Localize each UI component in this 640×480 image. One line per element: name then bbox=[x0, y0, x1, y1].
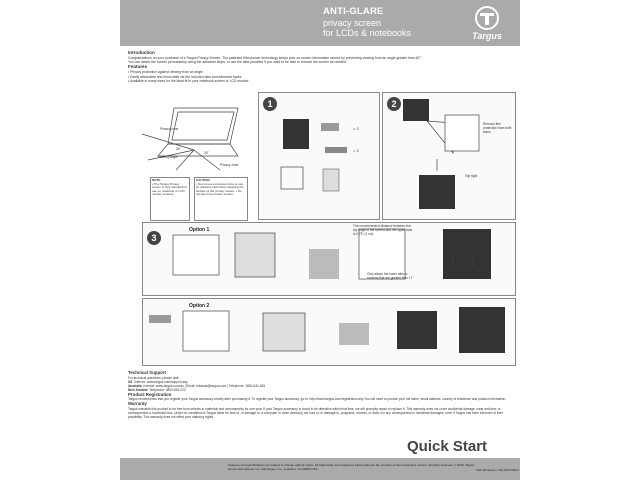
note-title: NOTE bbox=[152, 178, 161, 182]
intro-heading: Introduction bbox=[128, 50, 155, 55]
angle-label: 30° bbox=[176, 147, 181, 151]
title-line-2: privacy screen bbox=[323, 18, 382, 28]
support-info: Internet: www.targus.com/au | Email: infoaust@targus.com | Telephone: 1800-641-645 bbox=[143, 383, 266, 388]
targus-emblem-icon bbox=[460, 4, 514, 32]
footer-band bbox=[120, 458, 520, 480]
step-2-number: 2 bbox=[387, 97, 401, 111]
manual-sheet bbox=[120, 0, 520, 480]
title-line-1: ANTI-GLARE bbox=[323, 6, 384, 17]
support-region: US bbox=[128, 379, 133, 384]
note-box bbox=[150, 177, 190, 221]
registration-heading: Product Registration bbox=[128, 391, 172, 397]
step-3-option-1-panel bbox=[142, 222, 516, 296]
support-region: Australia bbox=[128, 383, 142, 388]
brand-name: Targus bbox=[472, 31, 502, 41]
viewing-angle-label: Viewing angle bbox=[158, 155, 178, 159]
feature-item: • Privacy protection against viewing from an angle bbox=[128, 70, 203, 75]
warranty-heading: Warranty bbox=[128, 401, 147, 406]
caution-text: • Do not use excessive force or use an abrasive cloth when cleaning the surface of the privacy screen. • Do not bend the privacy screen. bbox=[196, 181, 244, 197]
step-2-peel-illustration bbox=[383, 93, 515, 219]
quantity-label: × 2 bbox=[353, 126, 359, 131]
feature-item: • Available in many sizes for the ideal fit to your notebook screen or LCD monitor bbox=[128, 78, 249, 83]
quantity-label: × 2 bbox=[353, 148, 359, 153]
intro-body: Congratulations on your purchase of a Targus Privacy Screen. The patented Microlouver technology keeps your on-screen information secure by preventing viewing from an angle greater than 60°. You can attach the screen permanently using the adhesive strips, or use the tabs provided if you want to be able to remove the screen as needed. bbox=[128, 56, 422, 65]
support-intro: For technical questions, please visit: bbox=[128, 375, 180, 380]
quick-start-title: Quick Start bbox=[407, 438, 488, 455]
document-code: ASF-20 Series / 410-1870-001C bbox=[476, 468, 519, 472]
option-2-label: Option 2 bbox=[189, 303, 210, 309]
support-heading: Technical Support bbox=[128, 370, 166, 375]
option-1-label: Option 1 bbox=[189, 227, 210, 233]
note-text: • The Targus Privacy screen is only intended for use on notebook or LCD monitor screens bbox=[152, 181, 188, 197]
lower-tabs-note: Only attach the lower tabs to screens that are greater than 17" bbox=[367, 272, 414, 280]
caution-box bbox=[194, 177, 248, 221]
step-3-number: 3 bbox=[147, 231, 161, 245]
laptop-viewing-angle-diagram bbox=[134, 104, 244, 172]
targus-logo bbox=[460, 4, 514, 44]
privacy-zone-label: Privacy zone bbox=[160, 127, 179, 131]
distance-note: The recommended distance between the top edge of the screen and the upper tabs is 0.75" (2 cm) bbox=[353, 224, 413, 236]
angle-label: 30° bbox=[204, 151, 209, 155]
registration-text: Targus recommends that you register your Targus accessory shortly after purchasing it. To register your Targus accessory, go to: http://www.targus.com/registration.asp You will need to provide your full name, email address, country of residence and product information. bbox=[128, 397, 507, 401]
header-band bbox=[120, 0, 520, 46]
step-2-panel bbox=[382, 92, 516, 220]
feature-item: • Easily attachable and removable via the included tabs and adhesive tapes bbox=[128, 74, 242, 79]
step-3-option-2-panel bbox=[142, 298, 516, 366]
step-1-contents-illustration bbox=[259, 93, 379, 219]
support-section bbox=[128, 370, 516, 419]
title-line-3: for LCDs & notebooks bbox=[323, 28, 412, 38]
support-info: Telephone: 0800-633-222 bbox=[149, 387, 186, 392]
support-region: New Zealand bbox=[128, 387, 148, 392]
remove-film-label: Remove film protection from both sides bbox=[483, 122, 512, 134]
features-heading: Features bbox=[128, 64, 148, 70]
legal-text: Features and specifications are subject to change without notice. All trademarks and registered trademarks are the property of their respective owners. All rights reserved. © 2009, Targus Group International, Inc. and Targus, Inc., Anaheim, CA 92806 USA bbox=[228, 463, 475, 471]
intro-section bbox=[128, 50, 428, 83]
privacy-zone-label: Privacy zone bbox=[220, 163, 239, 167]
option-1-illustration bbox=[143, 223, 515, 295]
step-1-panel bbox=[258, 92, 380, 220]
step-1-number: 1 bbox=[263, 97, 277, 111]
caution-title: CAUTION bbox=[196, 178, 210, 182]
support-info: Internet: www.targus.com/support.asp bbox=[134, 379, 188, 384]
warranty-text: Targus warrants this product to be free from defects in materials and workmanship for one year. If your Targus accessory is found to be defective within that time, we will promptly repair or replace it. This warranty does not cover accidental damage, wear and tear, or consequential or incidental loss. Under no conditions is Targus liable for loss of, or damage to, a computer or other device(s) nor loss of, or damage to, programs, records, or data; nor any consequential or incidental damages, even if Targus has been informed of their possibility. This warranty does not affect your statutory rights. bbox=[128, 406, 503, 419]
top-right-label: Top right bbox=[465, 174, 478, 178]
